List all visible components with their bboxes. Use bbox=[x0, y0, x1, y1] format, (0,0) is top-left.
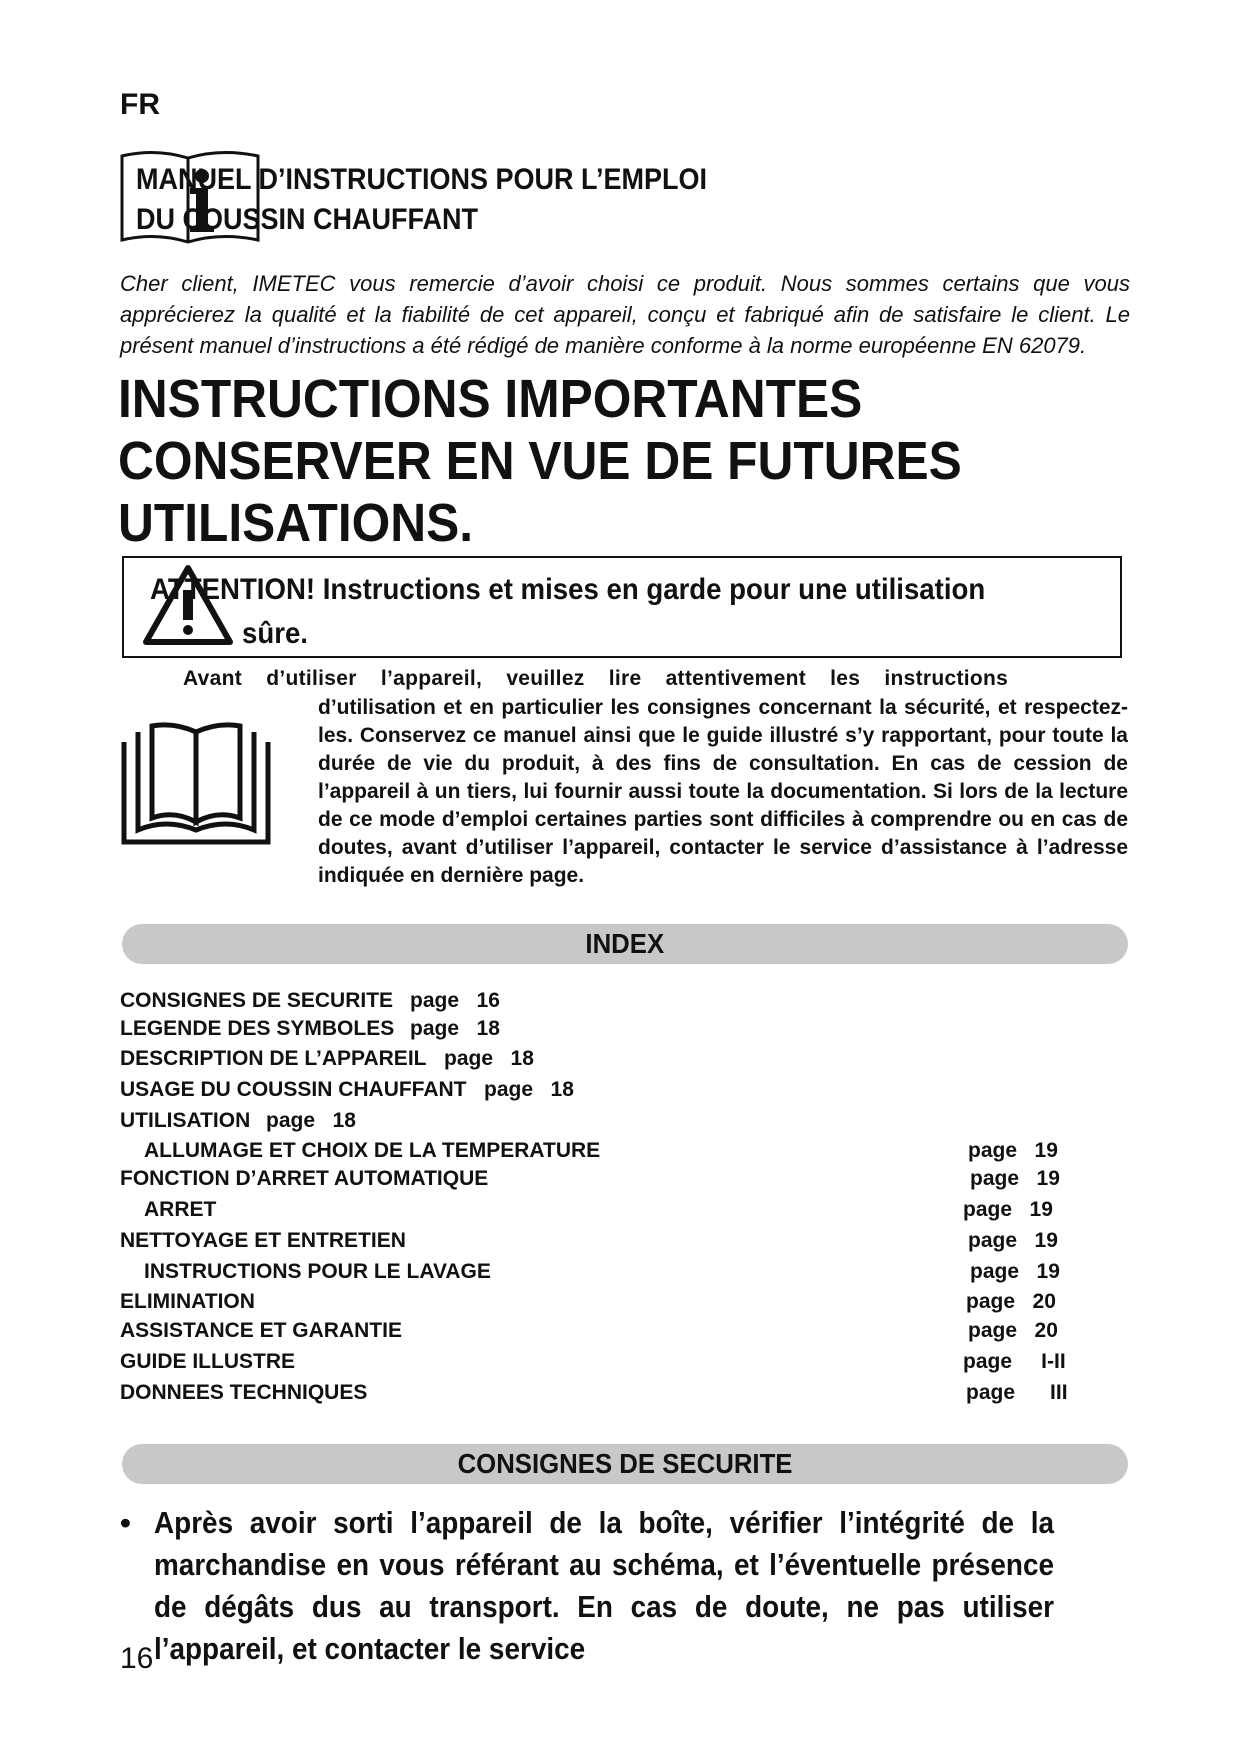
index-entry-label: ASSISTANCE ET GARANTIE bbox=[120, 1319, 402, 1342]
index-entry-label: ARRET bbox=[144, 1198, 217, 1221]
index-entry bbox=[120, 1044, 426, 1074]
index-entry-page: page III bbox=[966, 1381, 1068, 1404]
attention-line2: sûre. bbox=[242, 617, 308, 650]
index-entry bbox=[144, 1195, 216, 1225]
index-entry-page: page 19 bbox=[968, 1139, 1058, 1162]
index-entry-page: page 20 bbox=[966, 1290, 1056, 1313]
index-entry-page: page I-II bbox=[963, 1350, 1066, 1373]
important-line3: UTILISATIONS. bbox=[118, 493, 474, 553]
index-heading: INDEX bbox=[585, 928, 665, 959]
language-code: FR bbox=[120, 88, 160, 121]
index-entry-label: DONNEES TECHNIQUES bbox=[120, 1381, 368, 1404]
index-entry-page: page 16 bbox=[410, 989, 500, 1012]
index-entry bbox=[144, 1136, 600, 1166]
index-entry bbox=[120, 1106, 250, 1136]
open-book-icon bbox=[120, 722, 272, 848]
index-entry-label: GUIDE ILLUSTRE bbox=[120, 1350, 296, 1373]
index-entry-label: DESCRIPTION DE L’APPAREIL bbox=[120, 1047, 427, 1070]
index-entry-page: page 18 bbox=[266, 1109, 356, 1132]
index-entry bbox=[120, 1075, 467, 1105]
index-entry-label: INSTRUCTIONS POUR LE LAVAGE bbox=[144, 1260, 491, 1283]
index-entry bbox=[120, 1316, 402, 1346]
index-entry-page: page 18 bbox=[410, 1017, 500, 1040]
bullet-dot: • bbox=[120, 1505, 131, 1540]
index-entry-page: page 18 bbox=[484, 1078, 574, 1101]
intro-paragraph: Cher client, IMETEC vous remercie d’avoir choisi ce produit. Nous sommes certains que vous apprécierez la qualité et la fiabilité de cet appareil, conçu et fabriqué afin de satisfaire le client. Le présent manuel d’instructions a été rédigé de manière conforme à la norme européenne EN 62079. bbox=[120, 271, 1130, 358]
attention-text bbox=[150, 568, 985, 656]
manual-title-line2: DU COUSSIN CHAUFFANT bbox=[136, 203, 478, 236]
index-entry-label: FONCTION D’ARRET AUTOMATIQUE bbox=[120, 1167, 489, 1190]
important-line1: INSTRUCTIONS IMPORTANTES bbox=[118, 369, 863, 429]
index-entry bbox=[120, 1226, 406, 1256]
manual-title bbox=[136, 160, 707, 240]
index-entry-page: page 19 bbox=[968, 1229, 1058, 1252]
index-entry-page: page 18 bbox=[444, 1047, 534, 1070]
index-entry bbox=[120, 1287, 255, 1317]
index-entry bbox=[144, 1257, 491, 1287]
index-entry bbox=[120, 1378, 367, 1408]
index-entry-page: page 19 bbox=[963, 1198, 1053, 1221]
index-entry-label: LEGENDE DES SYMBOLES bbox=[120, 1017, 395, 1040]
index-entry-page: page 19 bbox=[970, 1260, 1060, 1283]
index-entry-label: ELIMINATION bbox=[120, 1290, 255, 1313]
read-instructions-body: d’utilisation et en particulier les consignes concernant la sécurité, et respectez-les. Conservez ce manuel ainsi que le guide illustré s’y rapportant, pour toute la durée de vie du produit, à des fins de consultation. En cas de cession de l’appareil à un tiers, lui fournir aussi toute la documentation. Si lors de la lecture de ce mode d’emploi certaines parties sont difficiles à comprendre ou en cas de doutes, avant d’utiliser l’appareil, contacter le service d’assistance à l’adresse indiquée en dernière page. bbox=[318, 696, 1128, 887]
important-line2: CONSERVER EN VUE DE FUTURES bbox=[118, 431, 962, 491]
index-heading-bar bbox=[122, 924, 1128, 964]
manual-title-line1: MANUEL D’INSTRUCTIONS POUR L’EMPLOI bbox=[136, 163, 708, 196]
read-instructions-lead: Avant d’utiliser l’appareil, veuillez lire attentivement les instructions bbox=[183, 667, 1009, 690]
index-entry bbox=[120, 1347, 295, 1377]
safety-heading: CONSIGNES DE SECURITE bbox=[457, 1448, 793, 1479]
index-entry bbox=[120, 1164, 488, 1194]
index-entry bbox=[120, 986, 393, 1016]
safety-bullet-text: Après avoir sorti l’appareil de la boîte, vérifier l’intégrité de la marchandise en vous référant au schéma, et l’éventuelle présence de dégâts dus au transport. En cas de doute, ne pas utiliser l’appareil, et contacter le service bbox=[154, 1505, 1054, 1666]
page-number: 16 bbox=[120, 1642, 154, 1675]
index-entry-page: page 20 bbox=[968, 1319, 1058, 1342]
safety-heading-bar bbox=[122, 1444, 1128, 1484]
attention-line1: ATTENTION! Instructions et mises en garde pour une utilisation bbox=[150, 573, 986, 606]
index-entry-label: CONSIGNES DE SECURITE bbox=[120, 989, 394, 1012]
index-entry-label: USAGE DU COUSSIN CHAUFFANT bbox=[120, 1078, 467, 1101]
index-entry-label: NETTOYAGE ET ENTRETIEN bbox=[120, 1229, 406, 1252]
index-entry bbox=[120, 1014, 394, 1044]
index-entry-label: UTILISATION bbox=[120, 1109, 251, 1132]
index-entry-label: ALLUMAGE ET CHOIX DE LA TEMPERATURE bbox=[144, 1139, 601, 1162]
index-entry-page: page 19 bbox=[970, 1167, 1060, 1190]
important-instructions-title bbox=[118, 368, 962, 554]
